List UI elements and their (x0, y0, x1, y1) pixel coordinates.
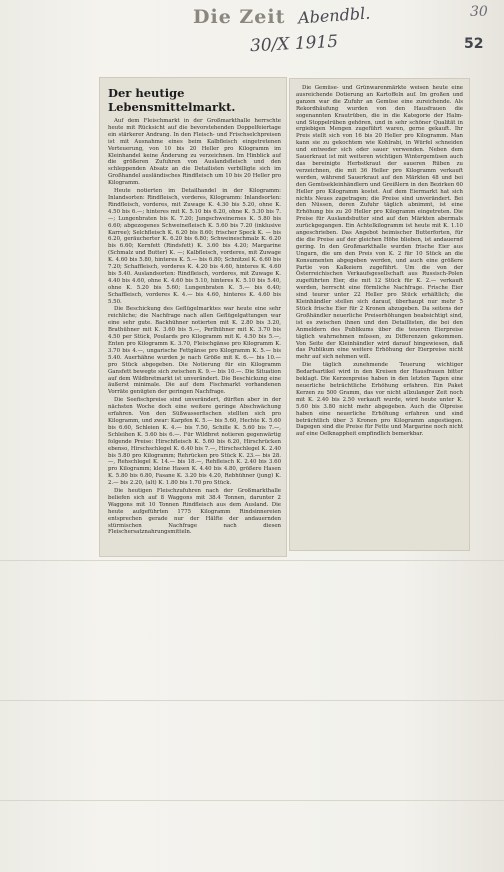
article-paragraph: Die täglich zunehmende Teuerung wichtiger Bedarfsartikel wird in den Kreisen der Hausfrauen bitter beklagt. Die Kerzenpreise haben in den letzten Tagen eine neuerliche beträchtliche Erhöhung erfahren. Ein Paket Kerzen zu 500 Gramm, das vor nicht allzulanger Zeit noch mit K. 2.40 bis 2.50 verkauft wurde, wird heute unter K. 5.60 bis 3.80 nicht mehr abgegeben. Auch die Ölpreise haben eine neuerliche Erhöhung erfahren und sind beträchtlich über 3 Kronen pro Kilogramm angestiegen. Dagegen sind die Preise für Fette und Margarine noch nicht auf eine Oelknappheit empfindlich bemerkbar. (296, 362, 463, 438)
article-title: Der heutige Lebensmittelmarkt. (108, 86, 236, 114)
article-column-left (108, 118, 281, 570)
article-paragraph: Die Beschickung des Geflügelmarktes war heute eine sehr reichliche; die Nachfrage nach allen Geflügelgattungen war eine sehr gute. Backhühner notierten mit K. 2.80 bis 3.20, Brathühner mit K. 3.60 bis 5.—, Perlhühner mit K. 3.70 bis 4.50 per Stück, Poulards pro Kilogramm mit K. 4.50 bis 5.—, Enten pro Kilogramm K. 3.70, Fleischgänse pro Kilogramm K. 3.70 bis 4.—, ungarische Fettgänse pro Kilogramm K. 5.— bis 5.40. Auerhähne wurden je nach Größe mit K. 6.— bis 10.— pro Stück abgegeben. Die Notierung für ein Kilogramm Gansfett bewegte sich zwischen K. 9.— bis 10.—. Die Situation auf dem Wildbretmarkt ist unverändert. Die Beschickung eine äußerst minimale. Die auf dem Fischmarkt vorhandenen Vorräte genügten der geringen Nachfrage. (108, 306, 281, 396)
handwritten-corner-mark: 30 (470, 4, 488, 20)
article-clipping-left (100, 78, 286, 556)
article-clipping-right (290, 79, 469, 550)
article-column-right (296, 85, 463, 545)
article-paragraph: Heute notierten im Detailhandel in der Kilogramm: Inlandsorten: Rindfleisch, vorderes, Kilogramm: Inlandsorten: Rindfleisch, vorderes, mit Zuwage K. 4.30 bis 5.20, ohne K. 4.50 bis 6.—; hinteres mit K. 5.10 bis 6.20, ohne K. 5.30 bis 7.—; Lungenbraten bis K. 7.20; Jungschweinernes K. 5.80 bis 6.60; abgezogenes Schweinefleisch K. 5.60 bis 7.20 (inklusive Karree); Selchfleisch K. 6.20 bis 8.60; frischer Speck K. — bis 6.20, geräucherter K. 6.20 bis 6.80; Schweineschmalz K. 6.20 bis 6.60; Kernfett (Rindsfett) K. 3.60 bis 4.20; Margarine (Schmalz und Butter) K. —; Kalbfleisch, vorderes, mit Zuwage K. 4.60 bis 5.80, hinteres K. 5.— bis 6.80; Schnitzel K. 6.60 bis 7.20; Schaffleisch, vorderes K. 4.20 bis 4.60, hinteres K. 4.60 bis 5.40. Auslandsorten: Rindfleisch, vorderes, mit Zuwage K. 4.40 bis 4.60, ohne K. 4.60 bis 5.10, hinteres K. 5.10 bis 5.40, ohne K. 5.20 bis 5.60; Lungenbraten K. 5.— bis 6.40; Schaffleisch, vorderes K. 4.— bis 4.60, hinteres K. 4.60 bis 5.50. (108, 188, 281, 305)
newspaper-title: Die Zeit (193, 6, 286, 28)
article-paragraph: Auf dem Fleischmarkt in der Großmarkthalle herrschte heute mit Rücksicht auf die bevorstehenden Doppelfeiertage ein stärkerer Andrang. In den Fleisch- und Frischselchpreisen ist mit Ausnahme eines beim Kalbfleisch eingetretenen Verteuerung, von 10 bis 20 Heller pro Kilogramm im Kleinhandel keine Änderung zu verzeichnen. Im Hinblick auf die größeren Zufuhren von Auslandsfleisch und den schleppenden Absatz an die Detailisten verbilligte sich im Großhandel ausländisches Rindfleisch um 10 bis 20 Heller pro Kilogramm. (108, 118, 281, 187)
article-paragraph: Die heutigen Fleischzufuhren nach der Großmarkthalle beliefen sich auf 8 Waggons mit 38.4 Tonnen, darunter 2 Waggons mit 10 Tonnen Rindfleisch aus dem Ausland. Die heute aufgeführten 1775 Kilogramm Rindsinnereien entsprechen gerade nur der Hälfte der andauernden stürmischen Nachfrage nach diesen Fleischersatznahrungsmitteln. (108, 488, 281, 536)
article-paragraph: Die Seefischpreise sind unverändert, dürften aber in der nächsten Woche doch eine weitere geringe Abschwächung erfahren. Von den Süßwasserfischen stellten sich pro Kilogramm, und zwar: Karpfen K. 5.— bis 5.60, Hechte K. 5.60 bis 6.60, Schleien K. 4.— bis 7.50, Schille K. 5.60 bis 7.—, Schleihen K. 5.60 bis 6.—. Für Wildbret notieren gegenwärtig folgende Preise: Hirschfleisch K. 5.60 bis 6.20, Hirschrücken ebenso, Hirschschlegel K. 6.40 bis 7.—, Hirschschlegel K. 2.40 bis 5.80 pro Kilogramm; Rehrücken pro Stück K. 23.— bis 28.—, Rehschlegel K. 14.— bis 18.—, Rehfleisch K. 2.40 bis 3.60 pro Kilogramm; kleine Hasen K. 4.40 bis 4.80, größere Hasen K. 5.80 bis 6.80, Fasane K. 3.20 bis 4.20, Rebhühner (jung) K. 2.— bis 2.20, (alt) K. 1.80 bis 1.70 pro Stück. (108, 397, 281, 487)
article-paragraph: Die Gemüse- und Grünwarenmärkte weisen heute eine ausreichende Dotierung an Kartoffeln auf. Im großen und ganzen war die Zufuhr an Gemüse eine zureichende. Als Rekordhäufung wurden von den Hausfrauen die sogenannten Krautrüben, die in die Kategorie der Halm- und Stoppelrüben gehören, und in sehr schöner Qualität in ergiebigen Mengen zugeführt waren, gerne gekauft. Ihr Preis stellt sich von 16 bis 20 Heller pro Kilogramm. Man kann sie zu gekochtem wie Kohlrabi, in Würfel schneiden und entweder sich oder sauer verwenden. Neben dem Sauerkraut ist mit weiteren wichtigen Wintergemüsen auch das bereinigte Herbstkraut der saueren Rüben zu verzeichnen, die mit 36 Heller pro Kilogramm verkauft werden, während Sauerkraut auf den Märkten 48 und bei den Gemüsekleinhändlern und Greißlern in den Bezirken 60 Heller pro Kilogramm kostet. Auf dem Eiermarkt hat sich nichts Neues zugetragen; die Preise sind unverändert. Bei den Nüssen, deren Zufuhr täglich abnimmt, ist eine Erhöhung bis zu 20 Heller pro Kilogramm eingetreten. Die Preise für Auslandsbutter sind auf den Märkten abermals zurückgegangen. Ein Achtelkilogramm ist heute mit K. 1.10 angeschrieben. Das Angebot heimischer Butterforten, für die die Preise auf der gleichen Höhe blieben, ist andauernd gering. In den Großmarkthalle wurden frische Eier aus Ungarn, die um den Preis von K. 2 für 10 Stück an die Konsumenten abgegeben werden, und auch eine größere Partie von Kalkeiern zugeführt. Um die von der Österreichischen Verkaufsgesellschaft aus Russisch-Polen zugeführten Eier, die mit 12 Stück für K. 2.— verkauft werden, herrscht eine förmliche Nachfrage. Frische Eier sind teurer unter 22 Heller pro Stück erhältlich; die Kleinhändler stellen sich darauf, überhaupt nur mehr 5 Stück frische Eier für 2 Kronen abzugeben. Da seitens der Großhändler neuerliche Preiserhöhungen beabsichtigt sind, ist es zwischen ihnen und den Detaillisten, die bei den Anmeldern des Publikums über die teueren Eierpreise täglich wahrnehmen müssen, zu Differenzen gekommen. Von Seite der Kleinhändler wird darauf hingewiesen, daß das Publikum eine weitere Erhöhung der Eierpreise nicht mehr auf sich nehmen will. (296, 85, 463, 361)
handwritten-source: Abendbl. (297, 3, 371, 28)
page-number: 52 (464, 36, 484, 52)
fold-line (0, 800, 504, 801)
handwritten-date: 30/X 1915 (249, 31, 339, 57)
fold-line (0, 700, 504, 701)
